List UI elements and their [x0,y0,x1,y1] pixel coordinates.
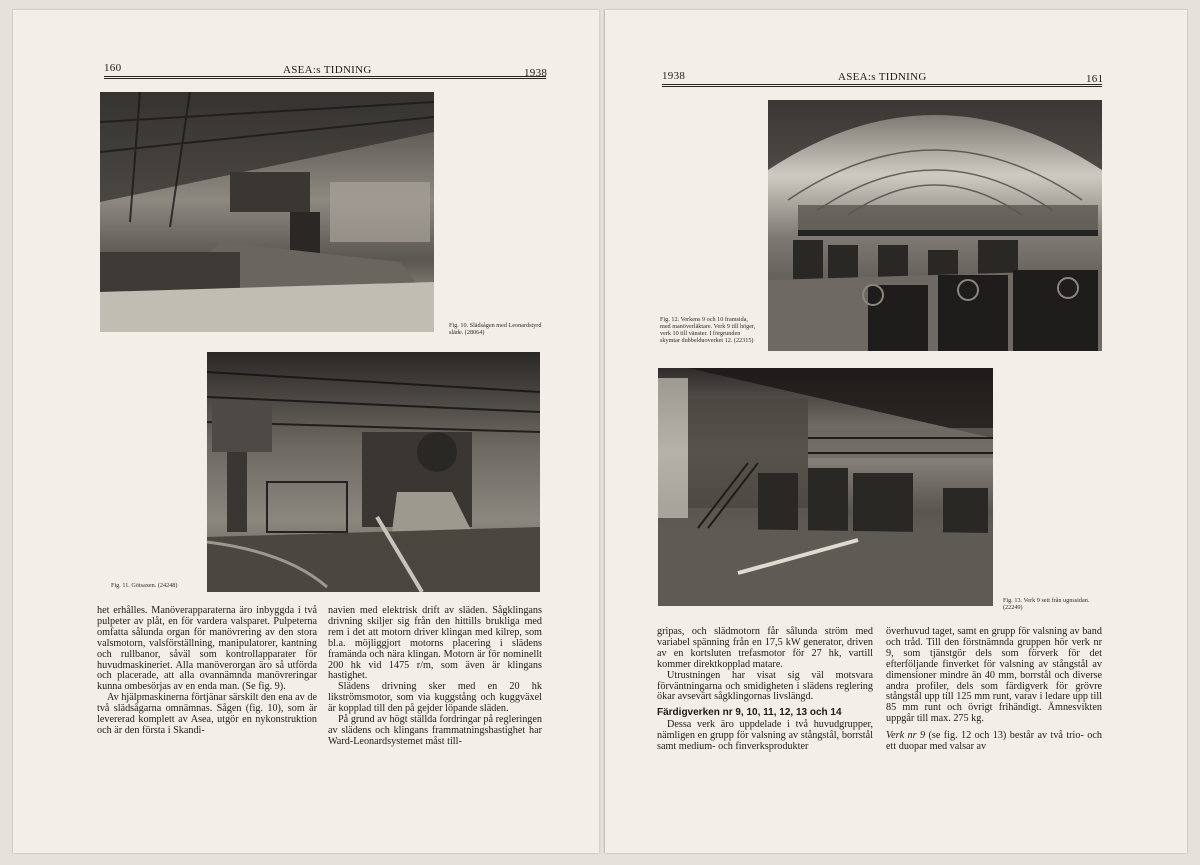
fig13-photo [658,368,993,606]
paragraph: Slädens drivning sker med en 20 hk likströmsmotor, som via kuggstång och kuggväxel är kopplad till den på gejder löpande släden. [328,681,542,715]
paragraph: På grund av högt ställda fordringar på regleringen av slädens och klingans frammatningshastighet har Ward-Leonardsystemet måst till- [328,714,542,747]
paragraph-tail: (se fig. 12 och 13) består av två trio- och ett duopar med valsar av [886,730,1102,753]
left-header-rule [104,76,546,79]
right-header-rule [662,84,1102,87]
right-column-2 [886,627,1102,753]
paragraph: Av hjälpmaskinerna förtjänar särskilt den ena av de två slädsågarna omnämnas. Sågen (fig. 10), som är levererad komplett av Asea, utgör en nykonstruktion och är den första i Skandi- [97,692,317,736]
left-page-number: 160 [104,62,122,74]
fig12-photo [768,100,1102,351]
section-heading: Färdigverken nr 9, 10, 11, 12, 13 och 14 [657,707,842,719]
left-column-1 [97,606,317,737]
fig11-caption: Fig. 11. Götsaxen. (24248) [111,582,178,589]
paragraph: Utrustningen har visat sig väl motsvara förväntningarna och smidigheten i slädens reglering ökar avsevärt sågklingornas livslängd. [657,669,873,703]
right-page-number: 161 [1086,73,1104,85]
right-column-1 [657,627,873,753]
right-journal-title: ASEA:s TIDNING [838,71,927,83]
fig10-caption: Fig. 10. Slädsågen med Leonardstyrd släde. (28064) [449,322,542,336]
fig10-photo [100,92,434,332]
paragraph: Dessa verk äro uppdelade i två huvudgrupper, nämligen en grupp för valsning av stångstål, borrstål samt medium- och finverksprodukter [657,719,873,753]
paragraph: överhuvud taget, samt en grupp för valsning av band och tråd. Till den förstnämnda gruppen hör verk nr 9, som tjänstgör dels som förverk för det efterföljande finverket för valsning av stångstål av dimensioner mindre än 40 mm, borrstål och diverse andra profiler, dels som färdigverk för grövre stångstål upp till 125 mm runt, varav i ledare upp till 85 mm runt och övrigt frihändigt. Ämnesvikten uppgår till max. 275 kg. [886,626,1102,725]
left-year: 1938 [524,67,548,79]
right-year: 1938 [662,70,686,82]
paragraph: gripas, och slädmotorn får sålunda ström med variabel spänning från en 17,5 kW generator, driven av en kortsluten trefasmotor för 27 hk, vartill kommer direktkopplad matare. [657,626,873,670]
fig13-caption: Fig. 13. Verk 9 sett från ugnssidan. (22249) [1003,597,1090,611]
paragraph: navien med elektrisk drift av släden. Sågklingans drivning skiljer sig från den hittills brukliga med rem i det att motorn driver klingan med kilrep, som bl.a. möjliggjort motorns placering i slädens framända och nära klingan. Motorn är för nominellt 200 hk vid 1475 r/m, som även är klingans hastighet. [328,605,542,682]
italic-lead: Verk nr 9 [886,730,926,742]
paragraph: het erhålles. Manöverapparaterna äro inbyggda i två pulpeter av plåt, en för vardera valsparet. Pulpeterna omfatta sålunda organ för manövrering av den stora valsmotorn, valsförställning, manipulatorer, kantning och rullbanor, såväl som kontrollapparater för huvudmaskineriet. Alla manöverorgan äro så utförda och placerade, att alla ovannämnda manövreringar kunna ombesörjas av en enda man. (Se fig. 9). [97,605,317,693]
fig12-caption: Fig. 12. Verkens 9 och 10 framsida, med manöverläktare. Verk 9 till höger, verk 10 till vänster. I förgrunden skymtar dubbelduoverket 12. (22315) [660,316,756,344]
left-column-2 [328,606,542,748]
left-journal-title: ASEA:s TIDNING [283,64,372,76]
paragraph-verk-9 [886,731,1102,753]
fig11-photo [207,352,540,592]
